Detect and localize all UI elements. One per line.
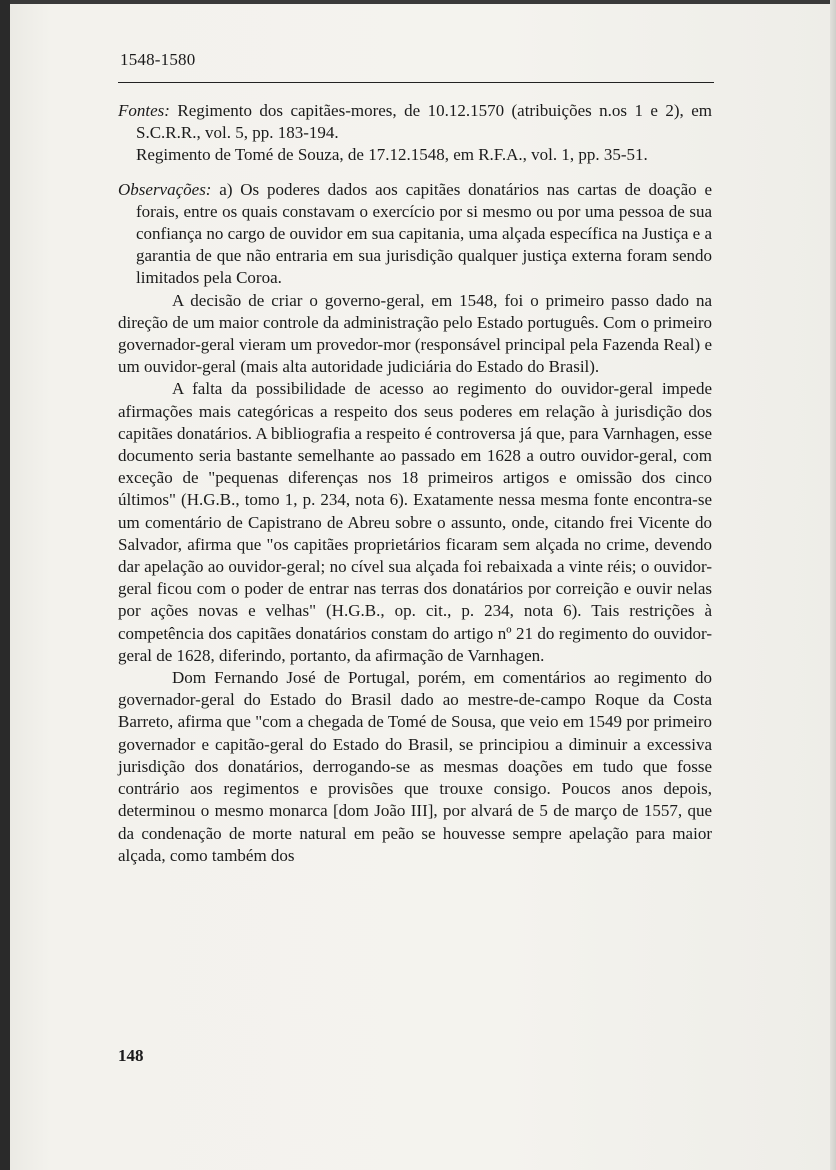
- observacoes-label: Observações:: [118, 179, 212, 199]
- page-content: [118, 100, 712, 867]
- scan-edge-left: [0, 0, 10, 1170]
- page-number: 148: [118, 1046, 144, 1065]
- scan-edge-right: [830, 0, 836, 1170]
- fontes-label: Fontes:: [118, 101, 170, 120]
- observacoes-paragraph-1-text: a) Os poderes dados aos capitães donatários nas cartas de doação e forais, entre os quais constavam o exercício por si mesmo ou por uma pessoa de sua confiança no cargo de ouvidor em sua capitania, uma alçada específica na Justiça e a garantia de que não entraria em sua jurisdição qualquer justiça externa foram sendo limitados pela Coroa.: [136, 179, 712, 288]
- observacoes-paragraph-3: A falta da possibilidade de acesso ao regimento do ouvidor-geral impede afirmações mais categóricas a respeito dos seus poderes em relação à jurisdição dos capitães donatários. A bibliografia a respeito é controversa já que, para Varnhagen, esse documento seria bastante semelhante ao passado em 1628 a outro ouvidor-geral, com exceção de "pequenas diferenças nos 18 primeiros artigos e omissão dos cinco últimos" (H.G.B., tomo 1, p. 234, nota 6). Exatamente nessa mesma fonte encontra-se um comentário de Capistrano de Abreu sobre o assunto, onde, citando frei Vicente do Salvador, afirma que "os capitães proprietários ficaram sem alçada no crime, devendo dar apelação ao ouvidor-geral; no cível sua alçada foi rebaixada a vinte réis; o ouvidor-geral ficou com o poder de entrar nas terras dos donatários por correição e ouvir nelas por ações novas e velhas" (H.G.B., op. cit., p. 234, nota 6). Tais restrições à competência dos capitães donatários constam do artigo nº 21 do regimento do ouvidor-geral de 1628, diferindo, portanto, da afirmação de Varnhagen.: [118, 379, 712, 665]
- observacoes-paragraph-2: A decisão de criar o governo-geral, em 1548, foi o primeiro passo dado na direção de um maior controle da administração pelo Estado português. Com o primeiro governador-geral vieram um provedor-mor (responsável principal pela Fazenda Real) e um ouvidor-geral (mais alta autoridade judiciária do Estado do Brasil).: [118, 290, 712, 377]
- observacoes-paragraph-4: Dom Fernando José de Portugal, porém, em comentários ao regimento do governador-geral do Estado do Brasil dado ao mestre-de-campo Roque da Costa Barreto, afirma que "com a chegada de Tomé de Sousa, que veio em 1549 por primeiro governador e capitão-geral do Estado do Brasil, se principiou a diminuir a excessiva jurisdição dos donatários, derrogando-se as mesmas doações em tudo que fosse contrário aos regimentos e provisões que trouxe consigo. Poucos anos depois, determinou o mesmo monarca [dom João III], por alvará de 5 de março de 1557, que da condenação de morte natural em peão se houvesse sempre apelação para maior alçada, como também dos: [118, 668, 712, 865]
- observacoes-section: [118, 179, 712, 867]
- observacoes-paragraph-1: [118, 179, 712, 290]
- fontes-item-1-text: Regimento dos capitães-mores, de 10.12.1570 (atribuições n.os 1 e 2), em S.C.R.R., vol. 5, pp. 183-194.: [136, 101, 712, 143]
- scan-edge-top: [0, 0, 836, 4]
- fontes-section: [118, 100, 712, 167]
- fontes-item-1: [118, 100, 712, 144]
- header-rule: [118, 82, 714, 83]
- running-head: 1548-1580: [120, 50, 196, 69]
- fontes-item-2: Regimento de Tomé de Souza, de 17.12.1548, em R.F.A., vol. 1, pp. 35-51.: [136, 145, 648, 165]
